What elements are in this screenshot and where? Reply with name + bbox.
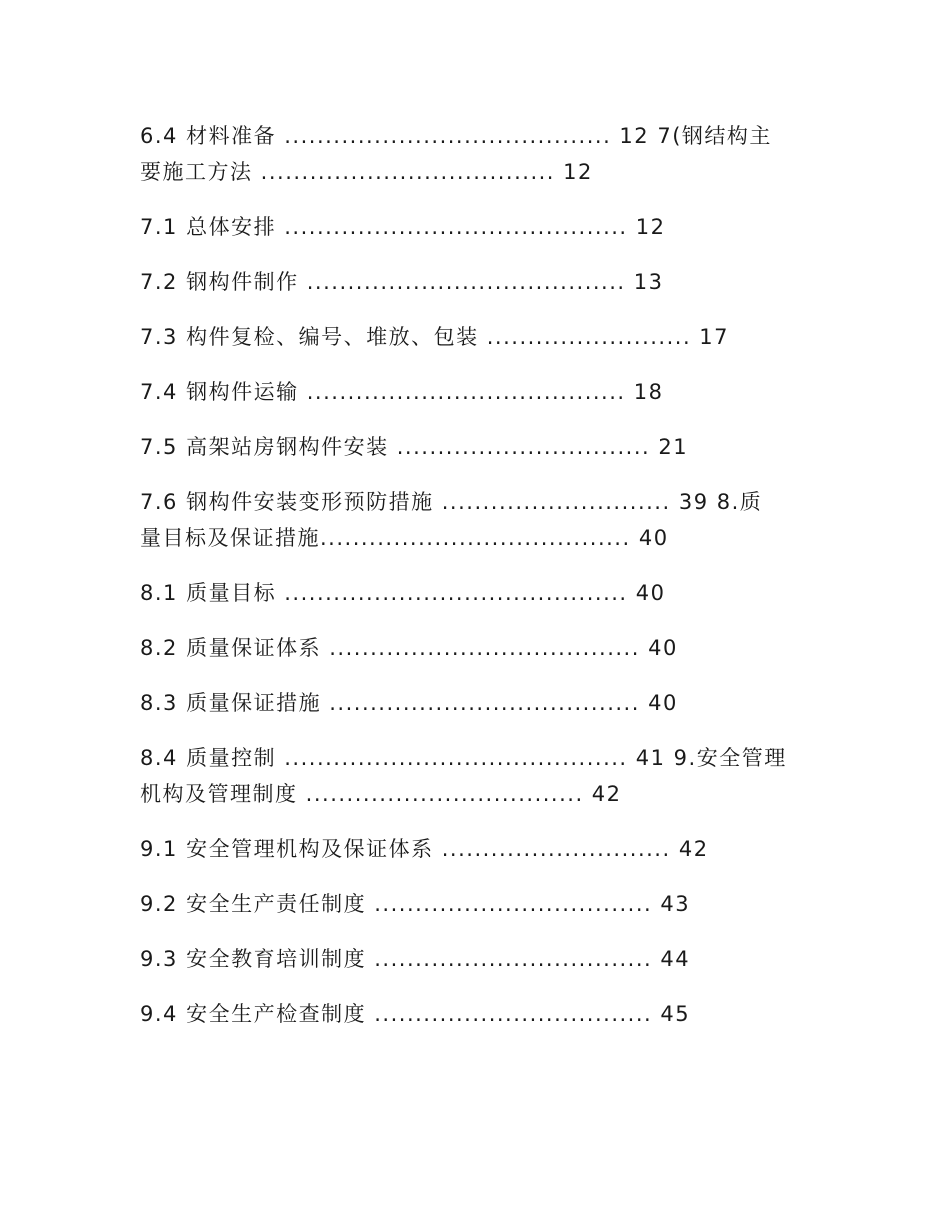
toc-entry-7-1: 7.1 总体安排 .......................................... 12: [140, 215, 666, 239]
toc-entry-9-1: 9.1 安全管理机构及保证体系 ............................ 42: [140, 837, 709, 861]
toc-entry-9-4: 9.4 安全生产检查制度 .................................. 45: [140, 1002, 691, 1026]
table-of-contents: [140, 118, 810, 1032]
toc-entry-8-4-line-1: 8.4 质量控制 .......................................... 41 9.安全管理: [140, 746, 787, 770]
toc-entry-6-4-line-2: 要施工方法 .................................... 12: [140, 160, 593, 184]
toc-entry-6-4-line-1: 6.4 材料准备 ........................................ 12 7(钢结构主: [140, 124, 772, 148]
toc-entry-7-6-line-1: 7.6 钢构件安装变形预防措施 ............................ 39 8.质: [140, 490, 763, 514]
toc-entry-8-1: 8.1 质量目标 .......................................... 40: [140, 581, 666, 605]
toc-entry-8-3: 8.3 质量保证措施 ...................................... 40: [140, 691, 678, 715]
toc-entry-7-2: 7.2 钢构件制作 ....................................... 13: [140, 270, 664, 294]
toc-entry-8-4-line-2: 机构及管理制度 .................................. 42: [140, 782, 622, 806]
toc-entry-9-2: 9.2 安全生产责任制度 .................................. 43: [140, 892, 691, 916]
toc-entry-7-5: 7.5 高架站房钢构件安装 ............................... 21: [140, 435, 689, 459]
toc-entry-7-3: 7.3 构件复检、编号、堆放、包装 ......................... 17: [140, 325, 730, 349]
toc-entry-9-3: 9.3 安全教育培训制度 .................................. 44: [140, 947, 691, 971]
toc-entry-7-4: 7.4 钢构件运输 ....................................... 18: [140, 380, 664, 404]
toc-entry-8-2: 8.2 质量保证体系 ...................................... 40: [140, 636, 678, 660]
toc-entry-7-6-line-2: 量目标及保证措施...................................... 40: [140, 526, 669, 550]
